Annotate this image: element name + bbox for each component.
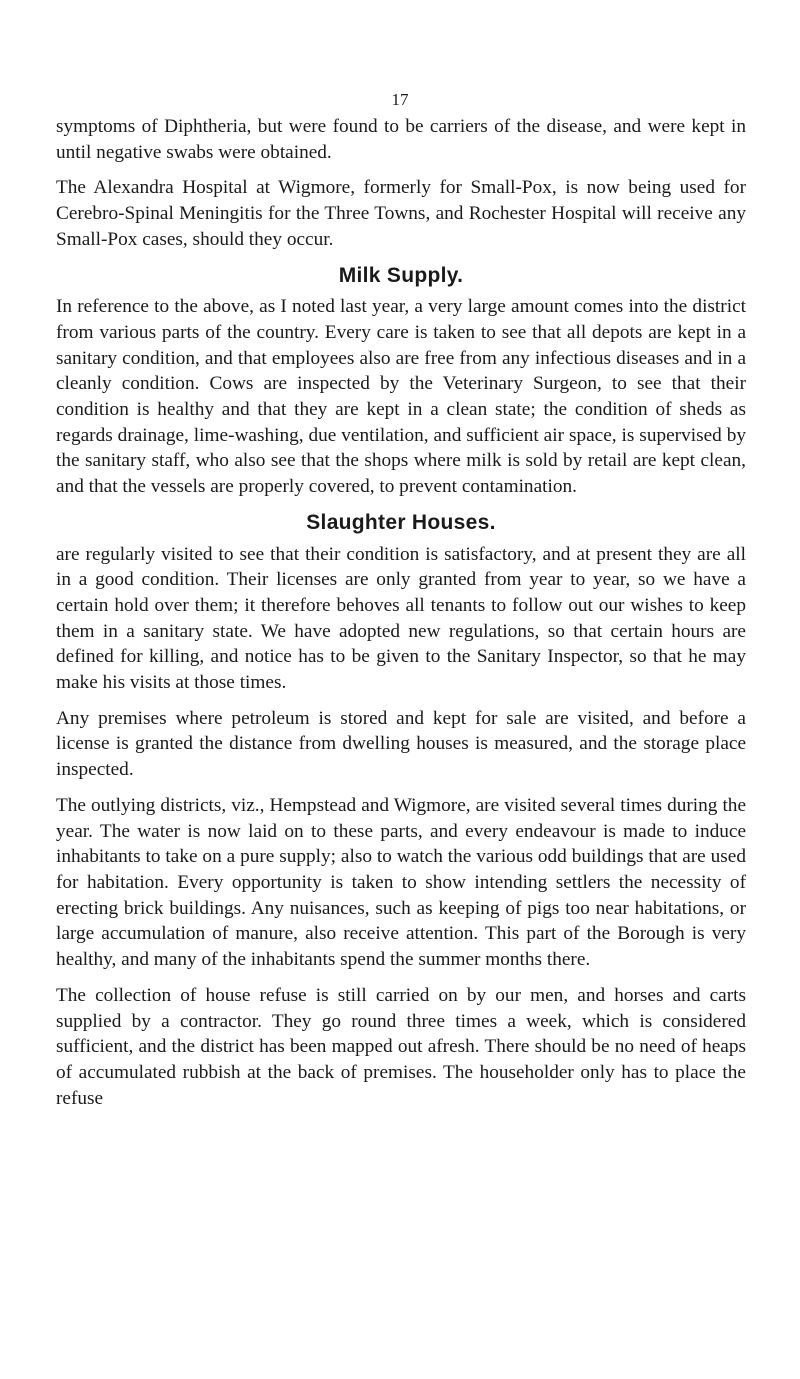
paragraph-petroleum: Any premises where petroleum is stored and kept for sale are visited, and before a license is granted the distance from dwelling houses is measured, and the storage place inspected. <box>56 707 746 781</box>
heading-slaughter-houses: Slaughter Houses. <box>306 510 496 534</box>
paragraph-milk-supply: In reference to the above, as I noted last year, a very large amount comes into the district from various parts of the country. Every care is taken to see that all depots are kept in a sanitary condition, and that employees also are free from any infectious diseases and in a cleanly condition. Cows are inspected by the Veterinary Surgeon, to see that their condition is healthy and that they are kept in a clean state; the condition of sheds as regards drainage, lime-washing, due ventilation, and sufficient air space, is supervised by the sanitary staff, who also see that the shops where milk is sold by retail are kept clean, and that the vessels are properly covered, to prevent contamination. <box>56 296 746 498</box>
page-number: 17 <box>391 90 409 109</box>
heading-milk-supply: Milk Supply. <box>338 263 464 287</box>
paragraph-outlying-districts: The outlying districts, viz., Hempstead and Wigmore, are visited several times during the year. The water is now laid on to these parts, and every endeavour is made to induce inhabitants to take on a pure supply; also to watch the various odd buildings that are used for habitation. Every opportunity is taken to show intending settlers the necessity of erecting brick buildings. Any nuisances, such as keeping of pigs too near habitations, or large accumulation of manure, also receive attention. This part of the Borough is very healthy, and many of the inhabitants spend the summer months there. <box>56 794 746 971</box>
paragraph-diphtheria-carriers: symptoms of Diphtheria, but were found to be carriers of the disease, and were kept in until negative swabs were obtained. <box>56 116 746 163</box>
paragraph-alexandra-hospital: The Alexandra Hospital at Wigmore, formerly for Small-Pox, is now being used for Cerebro-Spinal Meningitis for the Three Towns, and Rochester Hospital will receive any Small-Pox cases, should they occur. <box>56 177 746 250</box>
paragraph-slaughter-houses: are regularly visited to see that their condition is satisfactory, and at present they are all in a good condition. Their licenses are only granted from year to year, so we have a certain hold over them; it therefore behoves all tenants to follow out our wishes to keep them in a sanitary state. We have adopted new regulations, so that certain hours are defined for killing, and notice has to be given to the Sanitary Inspector, so that he may make his visits at those times. <box>56 543 746 694</box>
paragraph-house-refuse: The collection of house refuse is still carried on by our men, and horses and carts supplied by a contractor. They go round three times a week, which is considered sufficient, and the district has been mapped out afresh. There should be no need of heaps of accumulated rubbish at the back of premises. The householder only has to place the refuse <box>56 984 746 1109</box>
body-text <box>56 114 746 1121</box>
